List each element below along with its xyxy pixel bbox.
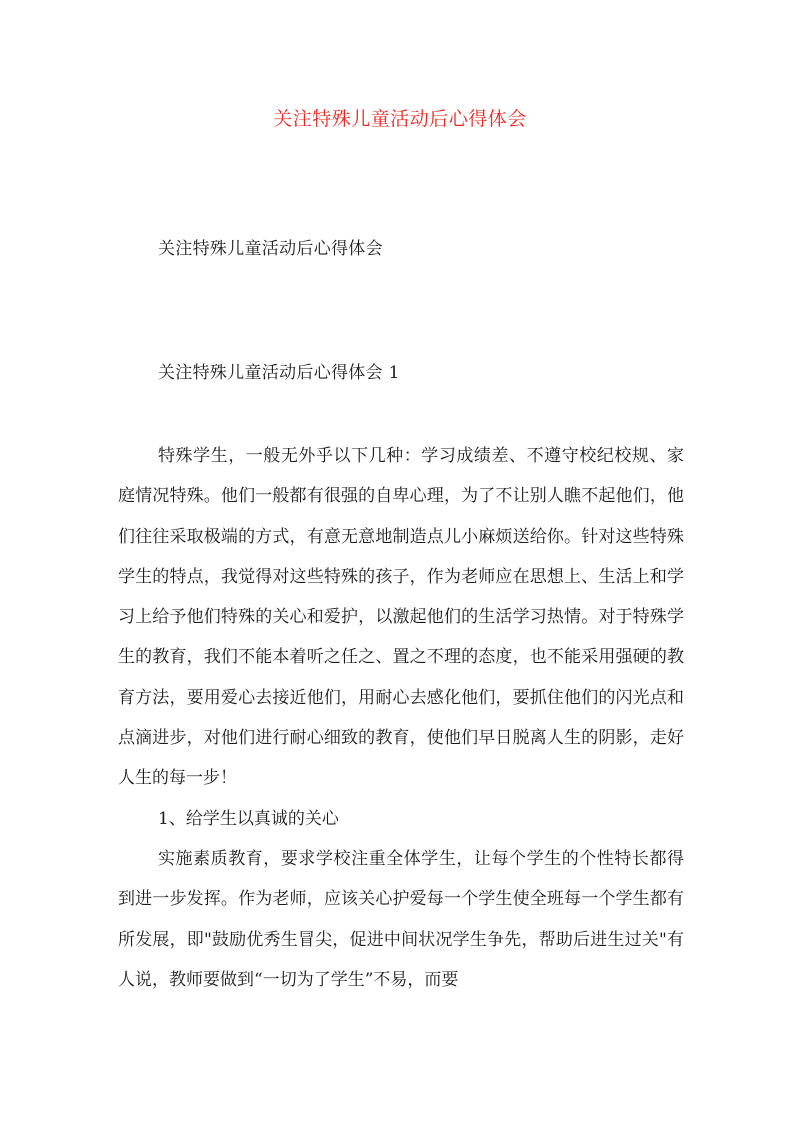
paragraph-intro: 特殊学生，一般无外乎以下几种：学习成绩差、不遵守校纪校规、家庭情况特殊。他们一般都有很强的自卑心理，为了不让别人瞧不起他们，他们往往采取极端的方式，有意无意地制造点儿小麻烦送给你。针对这些特殊学生的特点，我觉得对这些特殊的孩子，作为老师应在思想上、生活上和学习上给予他们特殊的关心和爱护，以激起他们的生活学习热情。对于特殊学生的教育，我们不能本着听之任之、置之不理的态度，也不能采用强硬的教育方法，要用爱心去接近他们，用耐心去感化他们，要抓住他们的闪光点和点滴进步，对他们进行耐心细致的教育，使他们早日脱离人生的阴影，走好人生的每一步！ bbox=[118, 446, 684, 789]
document-title: 关注特殊儿童活动后心得体会 bbox=[273, 108, 527, 130]
paragraph-subheading: 1、给学生以真诚的关心 bbox=[158, 808, 339, 829]
document-body bbox=[118, 436, 684, 1000]
paragraph-body: 实施素质教育，要求学校注重全体学生，让每个学生的个性特长都得到进一步发挥。作为老师，应该关心护爱每一个学生使全班每一个学生都有所发展，即"鼓励优秀生冒尖，促进中间状况学生争先，帮助后进生过关"有人说，教师要做到“一切为了学生”不易，而要 bbox=[118, 848, 684, 990]
document-subtitle: 关注特殊儿童活动后心得体会 bbox=[158, 239, 383, 259]
section-heading: 关注特殊儿童活动后心得体会 1 bbox=[158, 363, 400, 383]
